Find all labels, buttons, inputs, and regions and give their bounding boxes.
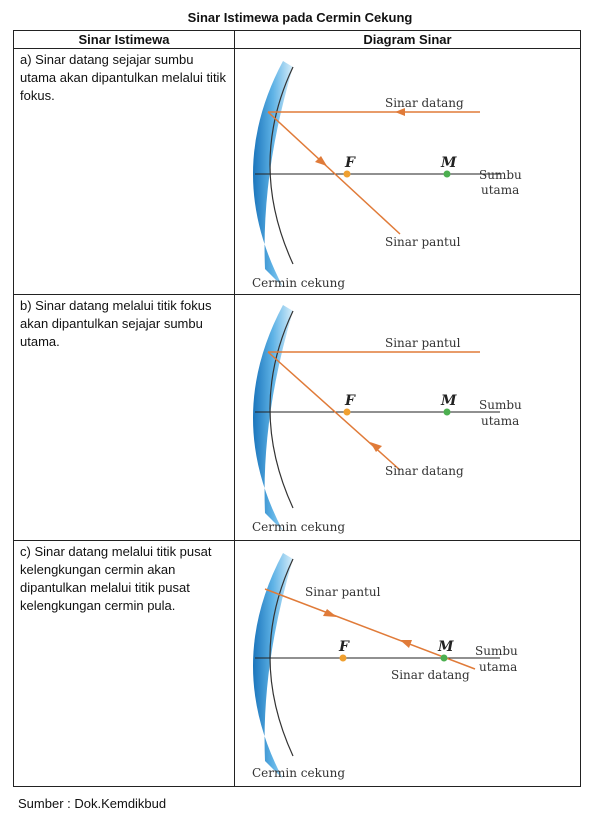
focus-point [340, 655, 347, 662]
concave-mirror [253, 553, 293, 779]
ray-diagram-c [235, 541, 581, 786]
ray2-label: Sinar datang [391, 668, 470, 682]
ray-arrow-2 [323, 609, 337, 617]
ray2-label: Sinar datang [385, 464, 464, 478]
focus-point [344, 409, 351, 416]
axis-label-line1: Sumbu [475, 644, 518, 658]
focus-point [344, 171, 351, 178]
ray-diagram-b [235, 295, 581, 540]
table-row [14, 49, 581, 295]
table-title: Sinar Istimewa pada Cermin Cekung [187, 10, 413, 25]
mirror-label: Cermin cekung [252, 520, 346, 534]
focus-label: F [345, 393, 355, 409]
ray-diagram-a [235, 49, 581, 294]
incident-arrow [370, 442, 382, 452]
concave-mirror [253, 305, 293, 531]
row-b-diagram-cell [235, 295, 581, 541]
axis-label-line2: utama [479, 660, 518, 674]
table-row [14, 541, 581, 787]
center-label: M [438, 639, 454, 655]
axis-label-line2: utama [481, 414, 520, 428]
axis-label-line2: utama [481, 183, 520, 197]
row-b-description: b) Sinar datang melalui titik fokus akan dipantulkan sejajar sumbu utama. [14, 295, 235, 541]
axis-label-line1: Sumbu [479, 168, 522, 182]
center-label: M [441, 155, 457, 171]
table-header-row [14, 31, 581, 49]
mirror-label: Cermin cekung [252, 276, 346, 290]
incident-ray [268, 352, 400, 470]
center-point [441, 655, 448, 662]
row-c-description: c) Sinar datang melalui titik pusat kelengkungan cermin akan dipantulkan melalui titik pusat kelengkungan cermin pula. [14, 541, 235, 787]
center-label: M [441, 393, 457, 409]
focus-label: F [345, 155, 355, 171]
table-row [14, 295, 581, 541]
center-point [444, 409, 451, 416]
mirror-label: Cermin cekung [252, 766, 346, 780]
ray1-label: Sinar datang [385, 96, 464, 110]
row-a-description: a) Sinar datang sejajar sumbu utama akan dipantulkan melalui titik fokus. [14, 49, 235, 295]
ray2-label: Sinar pantul [385, 235, 461, 249]
row-c-diagram-cell [235, 541, 581, 787]
row-a-diagram-cell [235, 49, 581, 295]
axis-label-line1: Sumbu [479, 398, 522, 412]
ray1-label: Sinar pantul [385, 336, 461, 350]
reflected-ray [268, 112, 400, 234]
ray-arrow-1 [400, 640, 412, 648]
special-rays-table [13, 30, 581, 787]
header-sinar-istimewa: Sinar Istimewa [14, 31, 235, 49]
focus-label: F [339, 639, 349, 655]
source-note: Sumber : Dok.Kemdikbud [18, 796, 167, 811]
header-diagram-sinar: Diagram Sinar [235, 31, 581, 49]
center-point [444, 171, 451, 178]
ray1-label: Sinar pantul [305, 585, 381, 599]
